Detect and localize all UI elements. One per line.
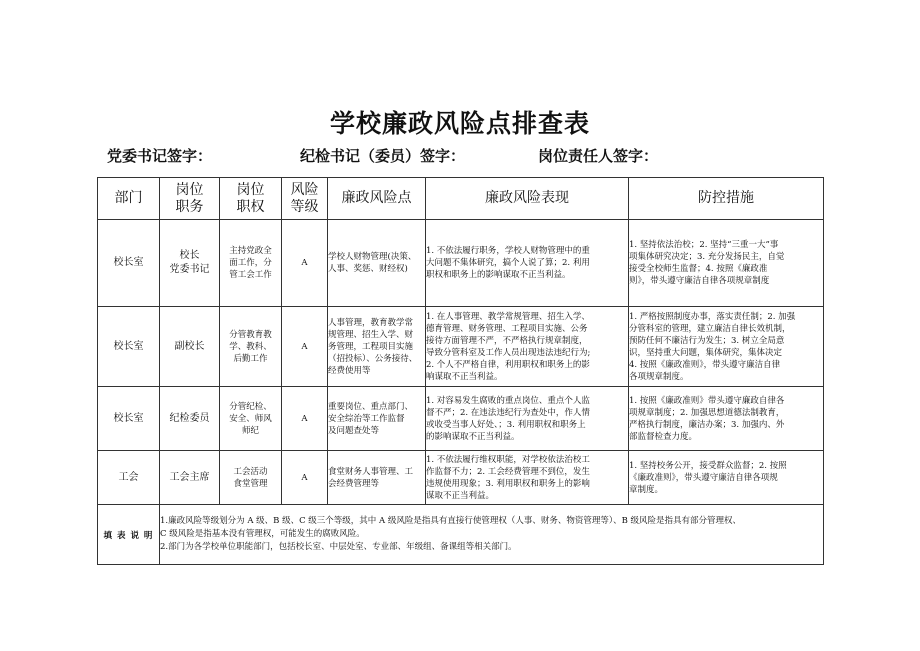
dept-cell: 工会: [98, 451, 160, 505]
position-cell: 工会主席: [160, 451, 220, 505]
risk-level-cell: A: [282, 451, 328, 505]
control-measures-cell: 1. 坚持依法治校；2. 坚持“三重一大”事 项集体研究决定；3. 充分发扬民主，自觉 接受全校师生监督；4. 按照《廉政准 则》，带头遵守廉洁自律各项规章制度: [629, 220, 824, 307]
risk-manifestation-cell: 1. 在人事管理、教学常规管理、招生入学、 德育管理、财务管理、工程项目实施、公务 接待方面管理不严，不严格执行规章制度， 导致分管科室及工作人员出现违法违纪行为; 2. 个人不严格自律，利用职权和职务上的影 响谋取不正当利益。: [426, 307, 629, 387]
risk-level-cell: A: [282, 387, 328, 451]
risk-point-cell: 重要岗位、重点部门、 安全综治等工作监督 及问题查处等: [328, 387, 426, 451]
risk-point-cell: 食堂财务人事管理、工 会经费管理等: [328, 451, 426, 505]
position-holder-signature-label: 岗位责任人签字：: [538, 147, 659, 165]
header-cell: 岗位 职务: [160, 178, 220, 220]
dept-cell: 校长室: [98, 387, 160, 451]
risk-level-cell: A: [282, 307, 328, 387]
table-row: [98, 451, 824, 505]
risk-level-cell: A: [282, 220, 328, 307]
control-measures-cell: 1. 坚持校务公开，接受群众监督；2. 按照 《廉政准则》，带头遵守廉洁自律各项规 章制度。: [629, 451, 824, 505]
page-title: 学校廉政风险点排查表: [329, 109, 590, 138]
risk-manifestation-cell: 1. 对容易发生腐败的重点岗位、重点个人监 督不严；2. 在违法违纪行为查处中，作人情 或收受当事人好处、；3. 利用职权和职务上 的影响谋取不正当利益。: [426, 387, 629, 451]
table-row: [98, 220, 824, 307]
control-measures-cell: 1. 按照《廉政准则》带头遵守廉政自律各 项规章制度；2. 加强思想道德法制教育， 严格执行制度，廉洁办案；3. 加强内、外 部监督检查力度。: [629, 387, 824, 451]
header-cell: 岗位 职权: [220, 178, 282, 220]
header-cell: 风险 等级: [282, 178, 328, 220]
duty-cell: 分管教育教 学、教科、 后勤工作: [220, 307, 282, 387]
position-cell: 校长 党委书记: [160, 220, 220, 307]
notes-label: 填 表 说 明: [98, 505, 160, 565]
table-row: [98, 387, 824, 451]
header-cell: 防控措施: [629, 178, 824, 220]
party-secretary-signature-label: 党委书记签字：: [107, 147, 213, 165]
dept-cell: 校长室: [98, 307, 160, 387]
header-cell: 廉政风险表现: [426, 178, 629, 220]
duty-cell: 工会活动 食堂管理: [220, 451, 282, 505]
risk-manifestation-cell: 1. 不依法履行职务，学校人财物管理中的重 大问题不集体研究，搞个人说了算；2. 利用 职权和职务上的影响谋取不正当利益。: [426, 220, 629, 307]
notes-row: [98, 505, 824, 565]
header-cell: 部门: [98, 178, 160, 220]
notes-text: 1.廉政风险等级划分为 A 级、B 级、C 级三个等级，其中 A 级风险是指具有直接行使管理权（人事、财务、物资管理等）、B 级风险是指具有部分管理权、 C 级风险是指基本没有管理权，可能发生的腐败风险。 2.部门为各学校单位职能部门，包括校长室、中层处室、专业部、年级组、备课组等相关部门。: [160, 505, 824, 565]
risk-manifestation-cell: 1. 不依法履行维权职能，对学校依法治校工 作监督不力；2. 工会经费管理不到位，发生 违规使用现象；3. 利用职权和职务上的影响 谋取不正当利益。: [426, 451, 629, 505]
discipline-secretary-signature-label: 纪检书记（委员）签字：: [300, 147, 466, 165]
risk-table: [97, 177, 824, 565]
table-row: [98, 307, 824, 387]
header-cell: 廉政风险点: [328, 178, 426, 220]
duty-cell: 分管纪检、 安全、师风 师纪: [220, 387, 282, 451]
dept-cell: 校长室: [98, 220, 160, 307]
position-cell: 副校长: [160, 307, 220, 387]
position-cell: 纪检委员: [160, 387, 220, 451]
risk-point-cell: 人事管理，教育教学常 规管理、招生入学、财 务管理，工程项目实施 （招投标）、公务接待、 经费使用等: [328, 307, 426, 387]
risk-point-cell: 学校人财物管理(决策、 人事、奖惩、财经权): [328, 220, 426, 307]
duty-cell: 主持党政全 面工作，分 管工会工作: [220, 220, 282, 307]
control-measures-cell: 1. 严格按照制度办事，落实责任制；2. 加强 分管科室的管理，建立廉洁自律长效机制， 预防任何不廉洁行为发生；3. 树立全局意 识，坚持重大问题，集体研究，集体决定 4. 按照《廉政准则》，带头遵守廉洁自律 各项规章制度。: [629, 307, 824, 387]
table-header-row: [98, 178, 824, 220]
